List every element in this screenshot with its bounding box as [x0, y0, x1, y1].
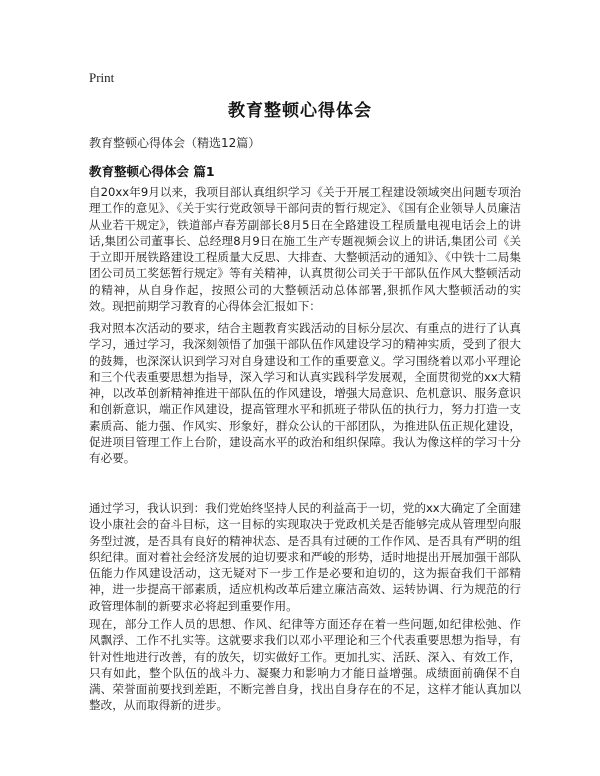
paragraph-1: 自20xx年9月以来，我项目部认真组织学习《关于开展工程建设领域突出问题专项治理工作的意见》、《关于实行党政领导干部问责的暂行规定》、《国有企业领导人员廉洁从业若干规定》，铁道部卢春芳副部长8月5日在全路建设工程质量电视电话会上的讲话,集团公司董事长、总经理8月9日在施工生产专题视频会议上的讲话,集团公司《关于立即开展铁路建设工程质量大反思、大排查、大整顿活动的通知》、《中铁十二局集团公司员工奖惩暂行规定》等有关精神，认真贯彻公司关于干部队伍作风大整顿活动的精神，从自身作起，按照公司的大整顿活动总体部署,狠抓作风大整顿活动的实效。现把前期学习教育的心得体会汇报如下： — [89, 185, 521, 314]
document-subtitle: 教育整顿心得体会（精选12篇） — [89, 136, 261, 150]
paragraph-2: 我对照本次活动的要求，结合主题教育实践活动的目标分层次、有重点的进行了认真学习，通过学习，我深刻领悟了加强干部队伍作风建设学习的精神实质，受到了很大的鼓舞，也深深认识到学习对自身建设和工作的重要意义。学习围绕着以邓小平理论和三个代表重要思想为指导，深入学习和认真实践科学发展观，全面贯彻党的xx大精神，以改革创新精神推进干部队伍的作风建设，增强大局意识、危机意识、服务意识和创新意识，端正作风建设，提高管理水平和抓班子带队伍的执行力，努力打造一支素质高、能力强、作风实、形象好，群众公认的干部团队，为推进队伍正规化建设，促进项目管理工作上台阶，建设高水平的政治和组织保障。我认为像这样的学习十分有必要。 — [89, 321, 521, 466]
paragraph-4: 现在，部分工作人员的思想、作风、纪律等方面还存在着一些问题,如纪律松弛、作风飘浮、工作不扎实等。这就要求我们以邓小平理论和三个代表重要思想为指导，有针对性地进行改善，有的放矢，切实做好工作。更加扎实、活跃、深入、有效工作，只有如此，整个队伍的战斗力、凝聚力和影响力才能日益增强。成绩面前确保不自满、荣誉面前要找到差距，不断完善自身，找出自身存在的不足，这样才能认真加以整改，从而取得新的进步。 — [89, 617, 521, 713]
document-title: 教育整顿心得体会 — [228, 101, 372, 121]
print-label: Print — [89, 70, 115, 85]
paragraph-3: 通过学习，我认识到：我们党始终坚持人民的利益高于一切，党的xx大确定了全面建设小康社会的奋斗目标，这一目标的实现取决于党政机关是否能够完成从管理型向服务型过渡，是否具有良好的精神状态、是否具有过硬的工作作风、是否具有严明的组织纪律。面对着社会经济发展的迫切要求和严峻的形势，适时地提出开展加强干部队伍能力作风建设活动，这无疑对下一步工作是必要和迫切的，这为振奋我们干部精神，进一步提高干部素质，适应机构改革后建立廉洁高效、运转协调、行为规范的行政管理体制的新要求必将起到重要作用。 — [89, 501, 521, 613]
section-heading: 教育整顿心得体会 篇1 — [89, 164, 215, 179]
